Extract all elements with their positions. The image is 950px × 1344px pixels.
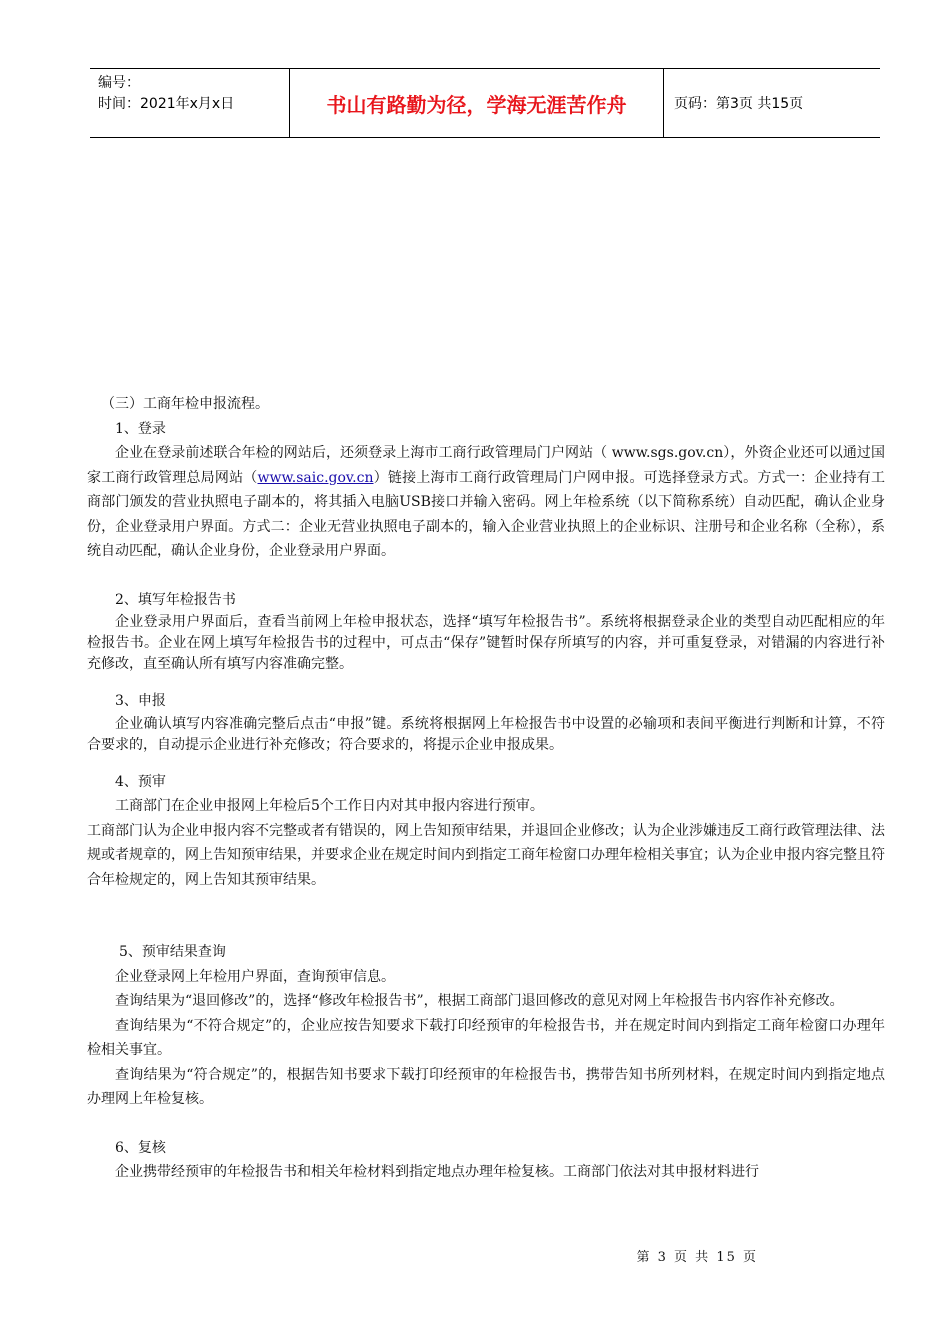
heading-login: 1、登录 (115, 420, 166, 437)
paragraph-login-text-a: 企业在登录前述联合年检的网站后，还须登录上海市工商行政管理局门户网站（ www.sgs.gov.cn），外资企业还可以通过国家工商行政管理总局网站（ (87, 445, 885, 486)
paragraph-result-query-4: 查询结果为“符合规定”的，根据告知书要求下载打印经预审的年检报告书，携带告知书所列材料，在规定时间内到指定地点办理网上年检复核。 (87, 1066, 885, 1107)
paragraph-fill-report: 企业登录用户界面后，查看当前网上年检申报状态，选择“填写年检报告书”。系统将根据登录企业的类型自动匹配相应的年检报告书。企业在网上填写年检报告书的过程中，可点击“保存”键暂时保存所填写的内容，并可重复登录，对错漏的内容进行补充修改，直至确认所有填写内容准确完整。 (87, 614, 885, 672)
paragraph-submit: 企业确认填写内容准确完整后点击“申报”键。系统将根据网上年检报告书中设置的必输项和表间平衡进行判断和计算，不符合要求的，自动提示企业进行补充修改；符合要求的，将提示企业申报成果。 (87, 715, 885, 753)
heading-result-query: 5、预审结果查询 (119, 944, 226, 960)
heading-recheck: 6、复核 (115, 1139, 166, 1156)
heading-pre-review: 4、预审 (115, 773, 166, 790)
number-label: 编号： (98, 75, 140, 91)
heading-fill-report: 2、填写年检报告书 (115, 591, 236, 608)
page-footer: 第 3 页 共 15 页 (636, 1250, 758, 1265)
paragraph-pre-review-1: 工商部门在企业申报网上年检后5个工作日内对其申报内容进行预审。 (115, 798, 544, 814)
section-title: （三）工商年检申报流程。 (101, 396, 269, 412)
time-label: 时间：2021年x月x日 (98, 96, 235, 112)
paragraph-result-query-2: 查询结果为“退回修改”的，选择“修改年检报告书”，根据工商部门退回修改的意见对网上年检报告书内容作补充修改。 (115, 993, 844, 1009)
paragraph-result-query-1: 企业登录网上年检用户界面，查询预审信息。 (115, 968, 395, 985)
paragraph-result-query-3: 查询结果为“不符合规定”的，企业应按告知要求下载打印经预审的年检报告书，并在规定时间内到指定工商年检窗口办理年检相关事宜。 (87, 1017, 885, 1058)
header-page-info: 页码：第3页 共15页 (674, 96, 804, 112)
paragraph-login (87, 441, 885, 564)
saic-link[interactable]: www.saic.gov.cn (257, 469, 374, 486)
header-meta (90, 69, 290, 137)
document-body (87, 392, 885, 1185)
paragraph-login-text-b: ）链接上海市工商行政管理局门户网申报。可选择登录方式。方式一：企业持有工商部门颁发的营业执照电子副本的，将其插入电脑USB接口并输入密码。网上年检系统（以下简称系统）自动匹配，确认企业身份，企业登录用户界面。方式二：企业无营业执照电子副本的，输入企业营业执照上的企业标识、注册号和企业名称（全称），系统自动匹配，确认企业身份，企业登录用户界面。 (87, 469, 885, 559)
paragraph-pre-review-2: 工商部门认为企业申报内容不完整或者有错误的，网上告知预审结果，并退回企业修改；认为企业涉嫌违反工商行政管理法律、法规或者规章的，网上告知预审结果，并要求企业在规定时间内到指定工商年检窗口办理年检相关事宜；认为企业申报内容完整且符合年检规定的，网上告知其预审结果。 (87, 822, 885, 888)
page-header (90, 68, 880, 138)
heading-submit: 3、申报 (115, 693, 166, 709)
header-motto: 书山有路勤为径，学海无涯苦作舟 (290, 69, 664, 137)
paragraph-recheck: 企业携带经预审的年检报告书和相关年检材料到指定地点办理年检复核。工商部门依法对其申报材料进行 (115, 1164, 759, 1180)
